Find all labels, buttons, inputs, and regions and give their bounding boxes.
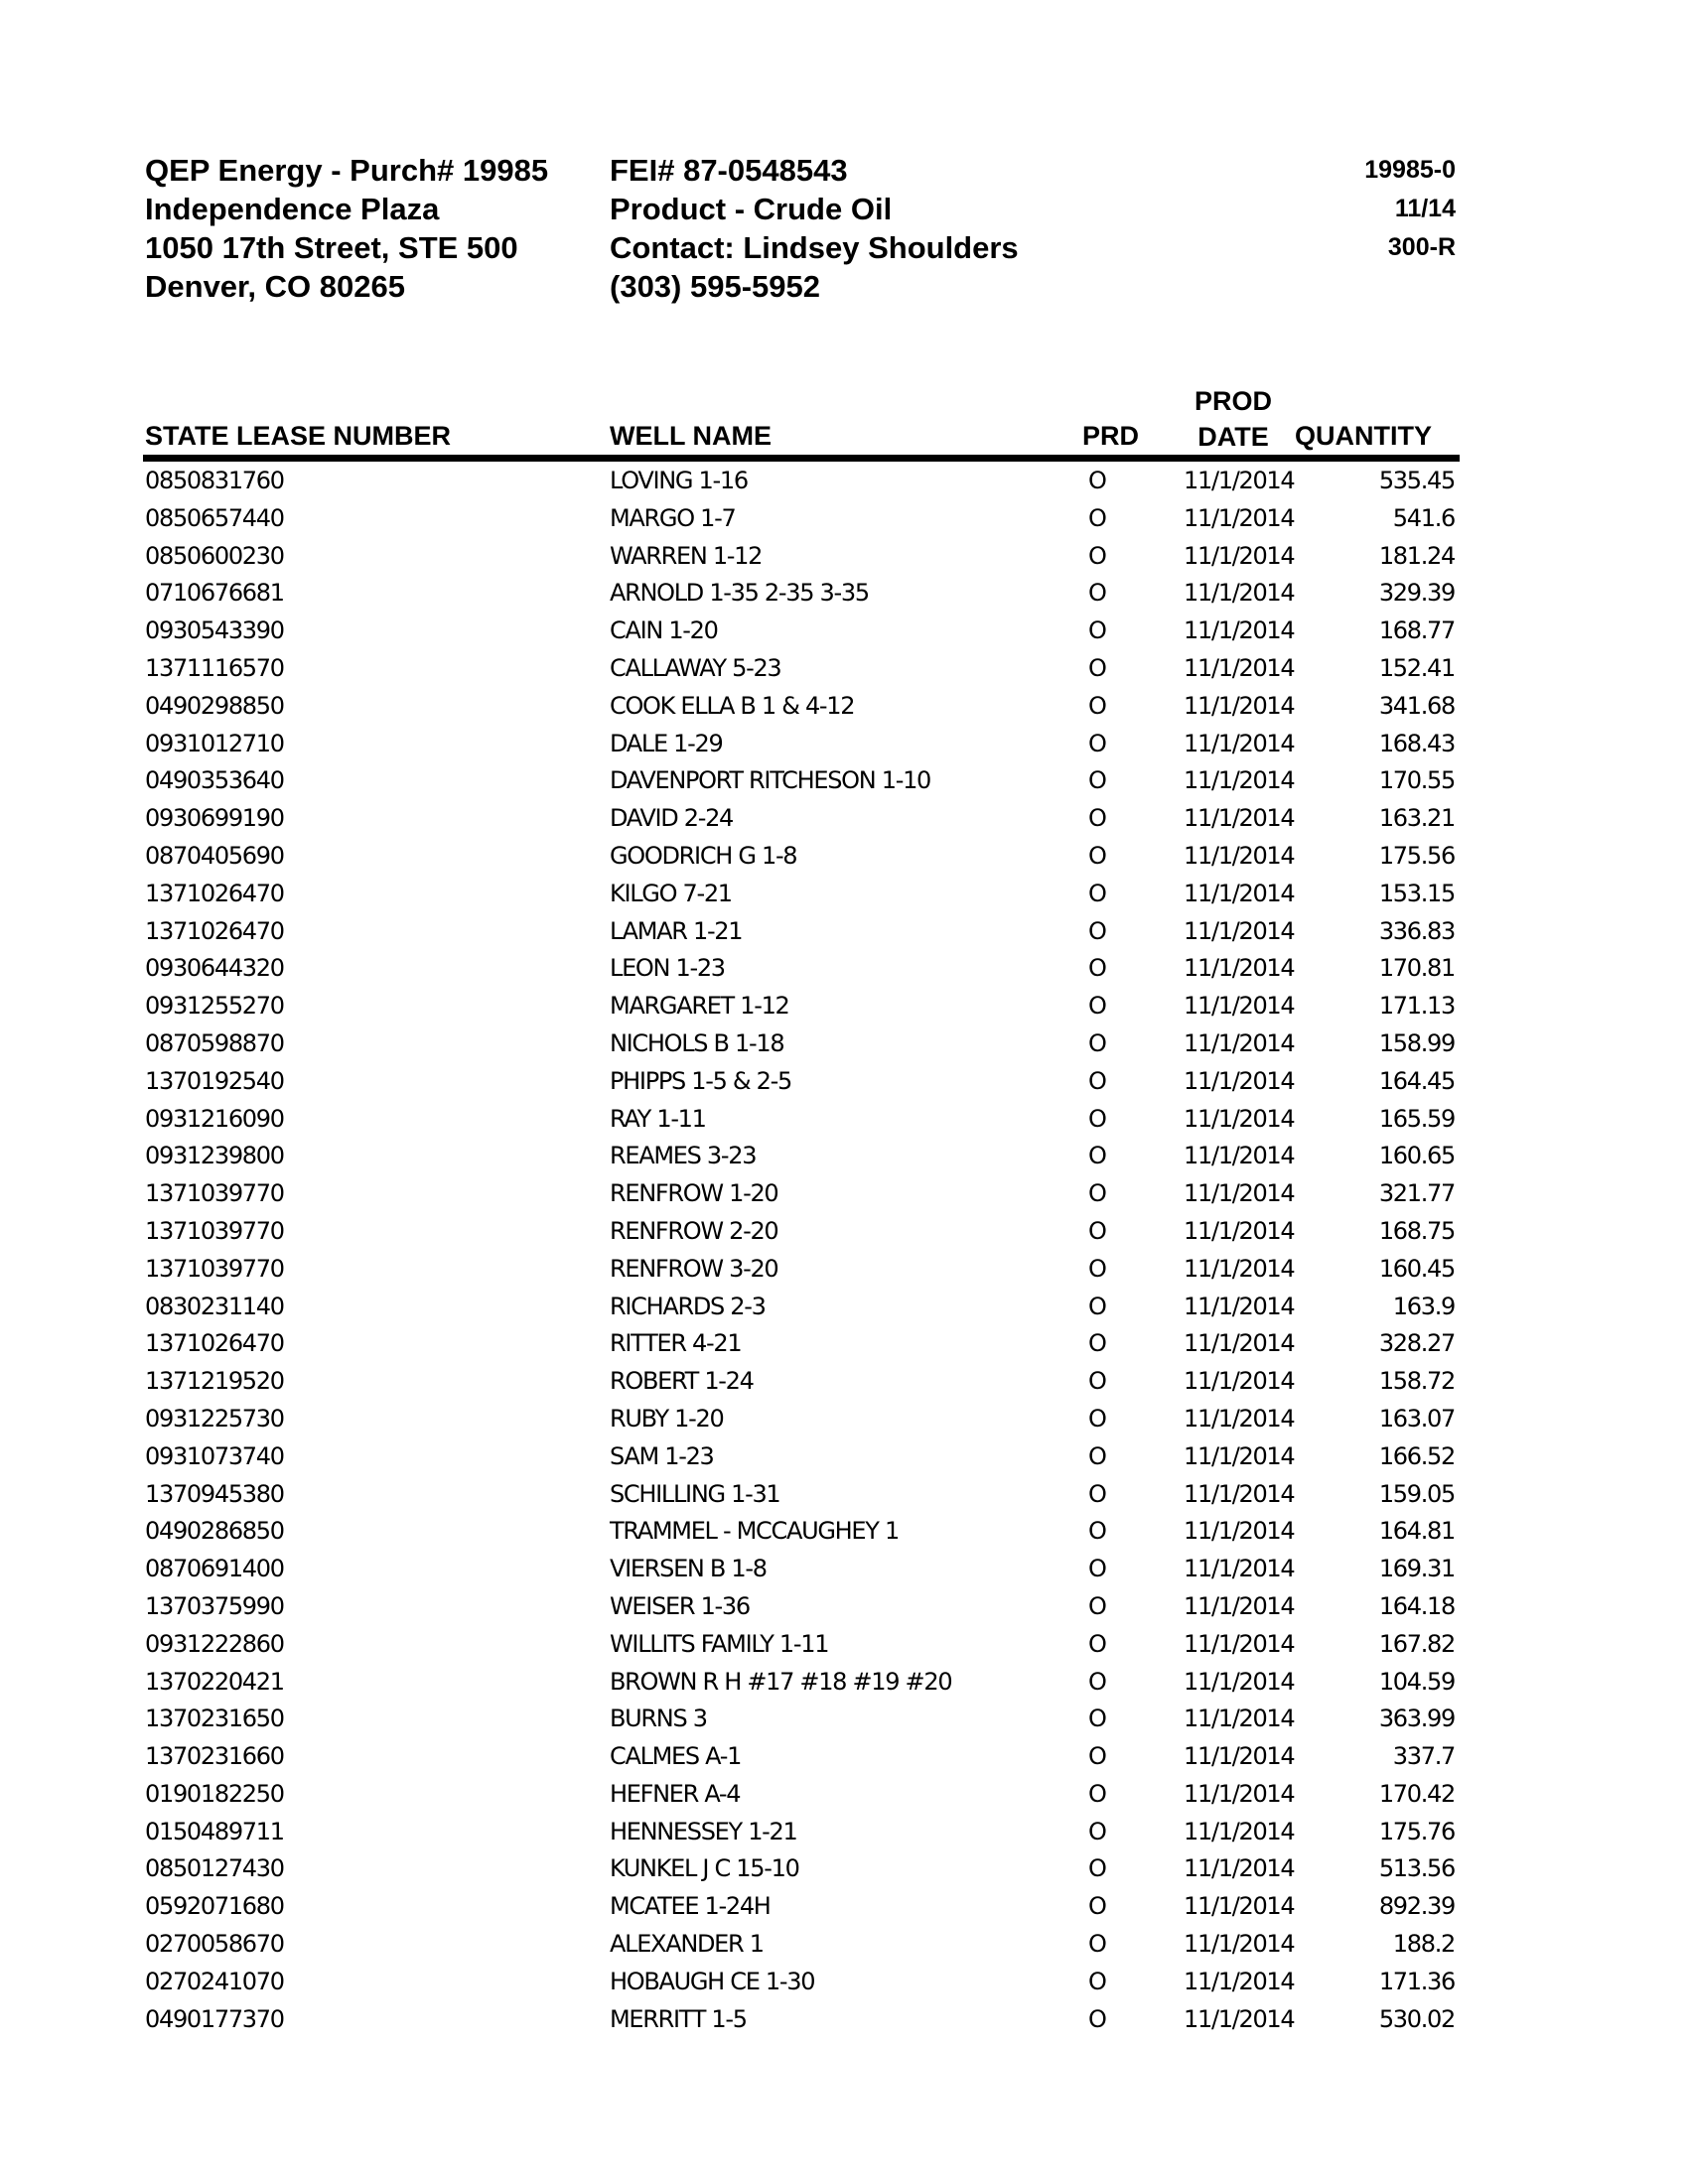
prd-code: O: [1088, 1667, 1106, 1696]
well-name: MERRITT 1-5: [610, 2004, 747, 2033]
prd-code: O: [1088, 1967, 1106, 1995]
prod-date: 11/1/2014: [1184, 729, 1295, 757]
column-header-quantity: QUANTITY: [1295, 421, 1432, 451]
table-row: [143, 1512, 1460, 1550]
prd-code: O: [1088, 1367, 1106, 1396]
purchaser-name: QEP Energy - Purch# 19985: [145, 153, 549, 188]
well-name: DALE 1-29: [610, 729, 723, 757]
state-lease-number: 0190182250: [145, 1779, 284, 1808]
state-lease-number: 1370192540: [145, 1066, 284, 1095]
quantity: 175.76: [1378, 1817, 1455, 1845]
table-row: [143, 987, 1460, 1024]
prd-code: O: [1088, 1292, 1106, 1320]
table-row: [143, 875, 1460, 912]
table-row: [143, 1362, 1460, 1400]
quantity: 168.77: [1378, 616, 1455, 645]
table-row: [143, 1024, 1460, 1062]
well-name: WEISER 1-36: [610, 1591, 750, 1620]
prod-date: 11/1/2014: [1184, 1591, 1295, 1620]
table-row: [143, 1212, 1460, 1250]
quantity: 104.59: [1378, 1667, 1455, 1696]
table-row: [143, 1925, 1460, 1963]
quantity: 171.13: [1378, 992, 1455, 1021]
well-name: RAY 1-11: [610, 1104, 706, 1133]
table-row: [143, 837, 1460, 875]
contact-phone: (303) 595-5952: [610, 269, 820, 304]
purchaser-address-block: [145, 151, 548, 306]
quantity: 159.05: [1378, 1479, 1455, 1508]
table-row: [143, 1550, 1460, 1587]
prod-date: 11/1/2014: [1184, 1517, 1295, 1546]
table-row: [143, 462, 1460, 499]
prd-code: O: [1088, 954, 1106, 983]
well-name: WILLITS FAMILY 1-11: [610, 1629, 829, 1658]
state-lease-number: 0830231140: [145, 1292, 284, 1320]
state-lease-number: 0931012710: [145, 729, 284, 757]
table-header: [143, 381, 1460, 455]
prod-date: 11/1/2014: [1184, 879, 1295, 907]
table-row: [143, 1288, 1460, 1325]
product-contact-block: [610, 151, 1019, 306]
prd-code: O: [1088, 1142, 1106, 1170]
quantity: 363.99: [1378, 1705, 1455, 1733]
prod-date: 11/1/2014: [1184, 579, 1295, 608]
prd-code: O: [1088, 992, 1106, 1021]
quantity: 337.7: [1392, 1742, 1455, 1771]
address-city-state-zip: Denver, CO 80265: [145, 269, 405, 304]
prod-date: 11/1/2014: [1184, 1967, 1295, 1995]
prd-code: O: [1088, 1517, 1106, 1546]
well-name: GOODRICH G 1-8: [610, 841, 797, 870]
table-row: [143, 725, 1460, 762]
state-lease-number: 0930543390: [145, 616, 284, 645]
quantity: 181.24: [1378, 541, 1455, 570]
prd-code: O: [1088, 841, 1106, 870]
state-lease-number: 1370945380: [145, 1479, 284, 1508]
quantity: 168.75: [1378, 1216, 1455, 1245]
report-period: 11/14: [1394, 195, 1456, 222]
column-header-prod-date: [1184, 383, 1283, 455]
state-lease-number: 0931216090: [145, 1104, 284, 1133]
prd-code: O: [1088, 503, 1106, 532]
well-name: HEFNER A-4: [610, 1779, 741, 1808]
column-header-well-name: WELL NAME: [610, 421, 772, 451]
quantity: 168.43: [1378, 729, 1455, 757]
state-lease-number: 0870598870: [145, 1028, 284, 1057]
prd-code: O: [1088, 916, 1106, 945]
state-lease-number: 1371219520: [145, 1367, 284, 1396]
report-codes-block: [1364, 151, 1456, 267]
table-row: [143, 799, 1460, 837]
production-table: [143, 381, 1460, 2037]
state-lease-number: 0850127430: [145, 1854, 284, 1883]
well-name: HOBAUGH CE 1-30: [610, 1967, 815, 1995]
prd-code: O: [1088, 804, 1106, 833]
well-name: RICHARDS 2-3: [610, 1292, 766, 1320]
fei-number: FEI# 87-0548543: [610, 153, 848, 188]
prod-date: 11/1/2014: [1184, 1629, 1295, 1658]
prod-date: 11/1/2014: [1184, 653, 1295, 682]
prd-code: O: [1088, 1028, 1106, 1057]
well-name: MARGO 1-7: [610, 503, 736, 532]
prd-code: O: [1088, 729, 1106, 757]
prod-date: 11/1/2014: [1184, 1854, 1295, 1883]
prod-date: 11/1/2014: [1184, 1404, 1295, 1433]
quantity: 341.68: [1378, 691, 1455, 720]
prd-code: O: [1088, 1329, 1106, 1358]
prod-date: 11/1/2014: [1184, 2004, 1295, 2033]
prd-code: O: [1088, 1104, 1106, 1133]
address-line-2: 1050 17th Street, STE 500: [145, 230, 518, 265]
prd-code: O: [1088, 467, 1106, 494]
well-name: ROBERT 1-24: [610, 1367, 754, 1396]
quantity: 170.55: [1378, 766, 1455, 795]
state-lease-number: 0150489711: [145, 1817, 284, 1845]
well-name: CALLAWAY 5-23: [610, 653, 781, 682]
table-row: [143, 1775, 1460, 1813]
table-row: [143, 1475, 1460, 1513]
prod-date: 11/1/2014: [1184, 1329, 1295, 1358]
prod-date: 11/1/2014: [1184, 916, 1295, 945]
table-row: [143, 1663, 1460, 1701]
state-lease-number: 0850657440: [145, 503, 284, 532]
state-lease-number: 1370220421: [145, 1667, 284, 1696]
table-row: [143, 1849, 1460, 1887]
state-lease-number: 1371116570: [145, 653, 284, 682]
well-name: KUNKEL J C 15-10: [610, 1854, 799, 1883]
state-lease-number: 0870691400: [145, 1555, 284, 1583]
state-lease-number: 0930644320: [145, 954, 284, 983]
state-lease-number: 0930699190: [145, 804, 284, 833]
prd-code: O: [1088, 1591, 1106, 1620]
quantity: 169.31: [1378, 1555, 1455, 1583]
quantity: 541.6: [1392, 503, 1455, 532]
prod-date: 11/1/2014: [1184, 992, 1295, 1021]
state-lease-number: 1371039770: [145, 1254, 284, 1283]
quantity: 175.56: [1378, 841, 1455, 870]
table-row: [143, 912, 1460, 950]
prd-code: O: [1088, 1479, 1106, 1508]
prod-date: 11/1/2014: [1184, 1066, 1295, 1095]
quantity: 167.82: [1378, 1629, 1455, 1658]
prod-date: 11/1/2014: [1184, 1705, 1295, 1733]
prod-date: 11/1/2014: [1184, 467, 1295, 494]
well-name: BURNS 3: [610, 1705, 707, 1733]
prod-date: 11/1/2014: [1184, 1817, 1295, 1845]
quantity: 163.07: [1378, 1404, 1455, 1433]
prod-date: 11/1/2014: [1184, 804, 1295, 833]
state-lease-number: 1371026470: [145, 879, 284, 907]
prd-code: O: [1088, 1817, 1106, 1845]
prd-code: O: [1088, 1254, 1106, 1283]
quantity: 163.21: [1378, 804, 1455, 833]
well-name: CALMES A-1: [610, 1742, 742, 1771]
state-lease-number: 1370231660: [145, 1742, 284, 1771]
state-lease-number: 1371039770: [145, 1216, 284, 1245]
table-row: [143, 1400, 1460, 1437]
table-row: [143, 1737, 1460, 1775]
well-name: LAMAR 1-21: [610, 916, 743, 945]
well-name: HENNESSEY 1-21: [610, 1817, 797, 1845]
prod-date: 11/1/2014: [1184, 766, 1295, 795]
well-name: SCHILLING 1-31: [610, 1479, 780, 1508]
state-lease-number: 0931225730: [145, 1404, 284, 1433]
quantity: 166.52: [1378, 1441, 1455, 1470]
table-row: [143, 761, 1460, 799]
prd-code: O: [1088, 2004, 1106, 2033]
well-name: VIERSEN B 1-8: [610, 1555, 767, 1583]
well-name: ALEXANDER 1: [610, 1930, 764, 1959]
table-row: [143, 2000, 1460, 2038]
table-row: [143, 1963, 1460, 2000]
prd-code: O: [1088, 579, 1106, 608]
table-row: [143, 499, 1460, 537]
well-name: RENFROW 2-20: [610, 1216, 778, 1245]
well-name: DAVID 2-24: [610, 804, 734, 833]
prod-date: 11/1/2014: [1184, 954, 1295, 983]
quantity: 160.65: [1378, 1142, 1455, 1170]
prod-date: 11/1/2014: [1184, 841, 1295, 870]
quantity: 158.72: [1378, 1367, 1455, 1396]
well-name: MCATEE 1-24H: [610, 1892, 771, 1921]
prd-code: O: [1088, 1555, 1106, 1583]
table-row: [143, 1324, 1460, 1362]
state-lease-number: 0270241070: [145, 1967, 284, 1995]
quantity: 170.81: [1378, 954, 1455, 983]
quantity: 329.39: [1378, 579, 1455, 608]
quantity: 336.83: [1378, 916, 1455, 945]
well-name: COOK ELLA B 1 & 4-12: [610, 691, 855, 720]
prod-date: 11/1/2014: [1184, 1254, 1295, 1283]
quantity: 164.81: [1378, 1517, 1455, 1546]
prd-code: O: [1088, 616, 1106, 645]
prd-code: O: [1088, 1854, 1106, 1883]
quantity: 163.9: [1392, 1292, 1455, 1320]
report-form: 300-R: [1387, 233, 1456, 261]
table-row: [143, 1100, 1460, 1138]
well-name: LEON 1-23: [610, 954, 725, 983]
well-name: KILGO 7-21: [610, 879, 732, 907]
well-name: DAVENPORT RITCHESON 1-10: [610, 766, 931, 795]
prod-date: 11/1/2014: [1184, 1216, 1295, 1245]
quantity: 535.45: [1378, 467, 1455, 494]
state-lease-number: 0710676681: [145, 579, 284, 608]
prd-code: O: [1088, 691, 1106, 720]
prod-date: 11/1/2014: [1184, 691, 1295, 720]
well-name: RUBY 1-20: [610, 1404, 724, 1433]
state-lease-number: 0931222860: [145, 1629, 284, 1658]
table-row: [143, 1700, 1460, 1737]
well-name: RENFROW 1-20: [610, 1179, 778, 1208]
contact-name: Contact: Lindsey Shoulders: [610, 230, 1019, 265]
prd-code: O: [1088, 653, 1106, 682]
table-row: [143, 949, 1460, 987]
state-lease-number: 0490353640: [145, 766, 284, 795]
prd-code: O: [1088, 541, 1106, 570]
state-lease-number: 0490286850: [145, 1517, 284, 1546]
prod-date: 11/1/2014: [1184, 1104, 1295, 1133]
well-name: WARREN 1-12: [610, 541, 763, 570]
report-id: 19985-0: [1364, 156, 1456, 184]
table-row: [143, 574, 1460, 612]
well-name: CAIN 1-20: [610, 616, 718, 645]
quantity: 892.39: [1378, 1892, 1455, 1921]
prod-date: 11/1/2014: [1184, 1930, 1295, 1959]
prd-code: O: [1088, 1892, 1106, 1921]
prd-code: O: [1088, 1705, 1106, 1733]
well-name: REAMES 3-23: [610, 1142, 757, 1170]
prd-code: O: [1088, 1930, 1106, 1959]
table-row: [143, 612, 1460, 649]
table-row: [143, 1813, 1460, 1850]
prod-date: 11/1/2014: [1184, 1179, 1295, 1208]
prd-code: O: [1088, 1066, 1106, 1095]
state-lease-number: 0592071680: [145, 1892, 284, 1921]
table-row: [143, 1174, 1460, 1212]
prd-code: O: [1088, 1441, 1106, 1470]
state-lease-number: 0931239800: [145, 1142, 284, 1170]
prod-date: 11/1/2014: [1184, 1892, 1295, 1921]
table-row: [143, 1625, 1460, 1663]
table-row: [143, 1587, 1460, 1625]
column-header-state-lease-number: STATE LEASE NUMBER: [145, 421, 452, 451]
prd-code: O: [1088, 1742, 1106, 1771]
prod-date: 11/1/2014: [1184, 1479, 1295, 1508]
prod-date: 11/1/2014: [1184, 1142, 1295, 1170]
state-lease-number: 1371026470: [145, 916, 284, 945]
prod-date: 11/1/2014: [1184, 1667, 1295, 1696]
well-name: ARNOLD 1-35 2-35 3-35: [610, 579, 869, 608]
table-body: [143, 462, 1460, 2037]
table-row: [143, 649, 1460, 687]
quantity: 170.42: [1378, 1779, 1455, 1808]
state-lease-number: 1370375990: [145, 1591, 284, 1620]
quantity: 188.2: [1392, 1930, 1455, 1959]
quantity: 530.02: [1378, 2004, 1455, 2033]
prd-code: O: [1088, 766, 1106, 795]
address-line-1: Independence Plaza: [145, 192, 440, 226]
column-header-prod-date-line1: PROD: [1194, 386, 1272, 416]
quantity: 164.45: [1378, 1066, 1455, 1095]
table-row: [143, 1250, 1460, 1288]
prod-date: 11/1/2014: [1184, 1028, 1295, 1057]
prd-code: O: [1088, 1216, 1106, 1245]
prod-date: 11/1/2014: [1184, 1742, 1295, 1771]
product: Product - Crude Oil: [610, 192, 893, 226]
column-header-prd: PRD: [1082, 421, 1140, 451]
table-row: [143, 687, 1460, 725]
column-header-prod-date-line2: DATE: [1197, 422, 1269, 452]
well-name: LOVING 1-16: [610, 467, 748, 494]
quantity: 160.45: [1378, 1254, 1455, 1283]
quantity: 153.15: [1378, 879, 1455, 907]
prod-date: 11/1/2014: [1184, 1555, 1295, 1583]
prod-date: 11/1/2014: [1184, 503, 1295, 532]
prod-date: 11/1/2014: [1184, 1292, 1295, 1320]
quantity: 152.41: [1378, 653, 1455, 682]
state-lease-number: 0850831760: [145, 467, 284, 494]
quantity: 321.77: [1378, 1179, 1455, 1208]
header-divider: [143, 455, 1460, 462]
prod-date: 11/1/2014: [1184, 1441, 1295, 1470]
quantity: 165.59: [1378, 1104, 1455, 1133]
table-row: [143, 1062, 1460, 1100]
state-lease-number: 0931255270: [145, 992, 284, 1021]
state-lease-number: 1371039770: [145, 1179, 284, 1208]
well-name: NICHOLS B 1-18: [610, 1028, 784, 1057]
state-lease-number: 0931073740: [145, 1441, 284, 1470]
table-row: [143, 1887, 1460, 1925]
well-name: MARGARET 1-12: [610, 992, 789, 1021]
state-lease-number: 0490177370: [145, 2004, 284, 2033]
well-name: BROWN R H #17 #18 #19 #20: [610, 1667, 952, 1696]
state-lease-number: 0850600230: [145, 541, 284, 570]
well-name: TRAMMEL - MCCAUGHEY 1: [610, 1517, 899, 1546]
prd-code: O: [1088, 879, 1106, 907]
well-name: SAM 1-23: [610, 1441, 714, 1470]
prd-code: O: [1088, 1779, 1106, 1808]
state-lease-number: 1371026470: [145, 1329, 284, 1358]
state-lease-number: 0490298850: [145, 691, 284, 720]
quantity: 513.56: [1378, 1854, 1455, 1883]
well-name: PHIPPS 1-5 & 2-5: [610, 1066, 791, 1095]
prd-code: O: [1088, 1629, 1106, 1658]
state-lease-number: 1370231650: [145, 1705, 284, 1733]
prd-code: O: [1088, 1179, 1106, 1208]
state-lease-number: 0870405690: [145, 841, 284, 870]
well-name: RITTER 4-21: [610, 1329, 742, 1358]
quantity: 164.18: [1378, 1591, 1455, 1620]
table-row: [143, 537, 1460, 575]
state-lease-number: 0270058670: [145, 1930, 284, 1959]
table-row: [143, 1437, 1460, 1475]
prod-date: 11/1/2014: [1184, 1779, 1295, 1808]
prod-date: 11/1/2014: [1184, 1367, 1295, 1396]
quantity: 328.27: [1378, 1329, 1455, 1358]
prd-code: O: [1088, 1404, 1106, 1433]
prod-date: 11/1/2014: [1184, 541, 1295, 570]
table-row: [143, 1137, 1460, 1174]
well-name: RENFROW 3-20: [610, 1254, 778, 1283]
quantity: 158.99: [1378, 1028, 1455, 1057]
quantity: 171.36: [1378, 1967, 1455, 1995]
prod-date: 11/1/2014: [1184, 616, 1295, 645]
